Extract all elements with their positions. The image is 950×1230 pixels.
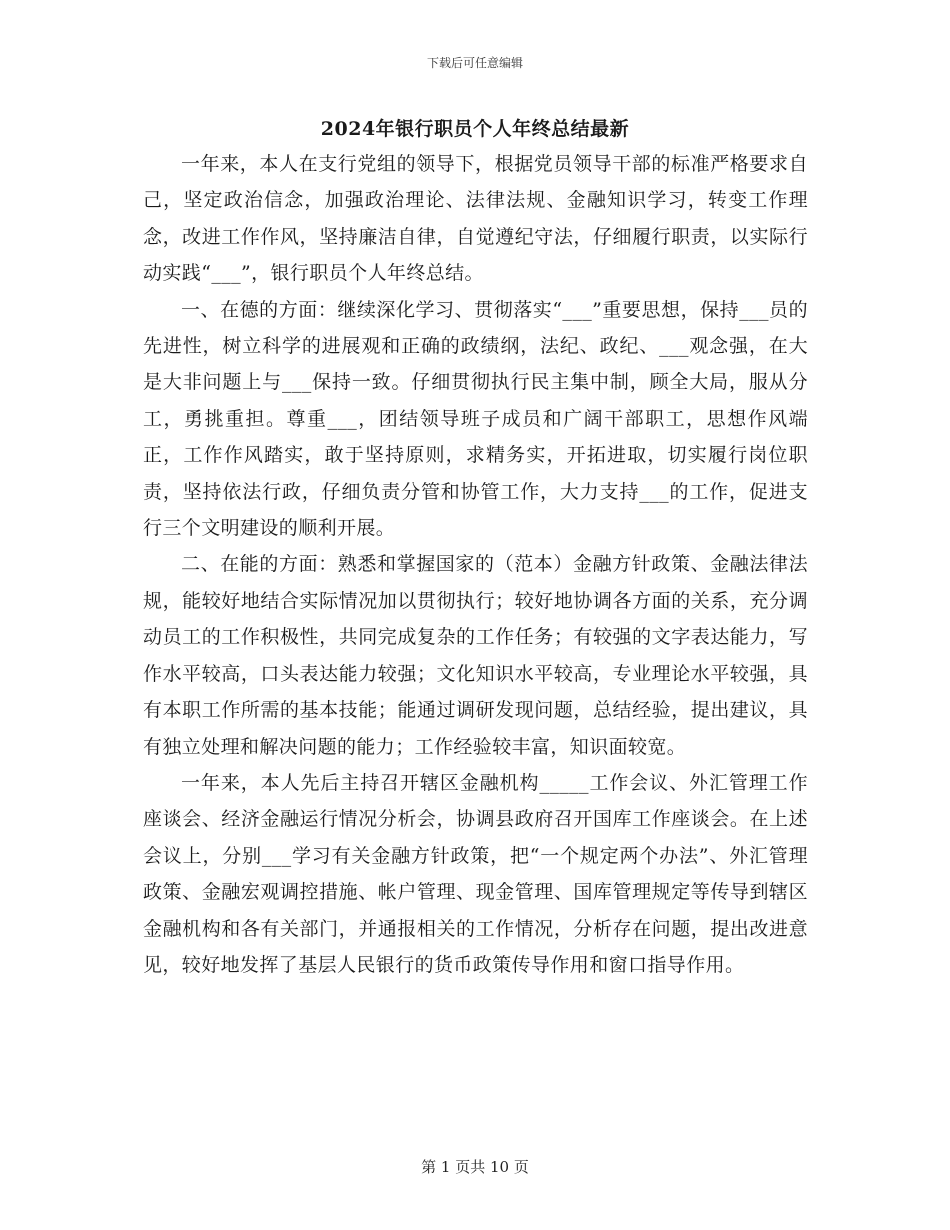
paragraph-morality: 一、在德的方面：继续深化学习、贯彻落实“___”重要思想，保持___员的先进性，树立科学的进展观和正确的政绩纲，法纪、政纪、___观念强，在大是大非问题上与___保持一致。仔细贯彻执行民主集中制，顾全大局，服从分工，勇挑重担。尊重___，团结领导班子成员和广阔干部职工，思想作风端正，工作作风踏实，敢于坚持原则，求精务实，开拓进取，切实履行岗位职责，坚持依法行政，仔细负责分管和协管工作，大力支持___的工作，促进支行三个文明建设的顺利开展。 [143, 298, 808, 540]
paragraph-ability: 二、在能的方面：熟悉和掌握国家的（范本）金融方针政策、金融法律法规，能较好地结合实际情况加以贯彻执行；较好地协调各方面的关系，充分调动员工的工作积极性，共同完成复杂的工作任务；有较强的文字表达能力，写作水平较高，口头表达能力较强；文化知识水平较高，专业理论水平较强，具有本职工作所需的基本技能；能通过调研发现问题，总结经验，提出建议，具有独立处理和解决问题的能力；工作经验较丰富，知识面较宽。 [143, 553, 808, 758]
page-header-note: 下载后可任意编辑 [426, 56, 523, 70]
page-footer-number: 第 1 页共 10 页 [421, 1158, 529, 1176]
document-title: 2024年银行职员个人年终总结最新 [320, 118, 630, 140]
paragraph-meetings: 一年来，本人先后主持召开辖区金融机构_____工作会议、外汇管理工作座谈会、经济金融运行情况分析会，协调县政府召开国库工作座谈会。在上述会议上，分别___学习有关金融方针政策，把“一个规定两个办法”、外汇管理政策、金融宏观调控措施、帐户管理、现金管理、国库管理规定等传导到辖区金融机构和各有关部门，并通报相关的工作情况，分析存在问题，提出改进意见，较好地发挥了基层人民银行的货币政策传导作用和窗口指导作用。 [143, 771, 808, 976]
document-body [143, 146, 808, 983]
paragraph-intro: 一年来，本人在支行党组的领导下，根据党员领导干部的标准严格要求自己，坚定政治信念，加强政治理论、法律法规、金融知识学习，转变工作理念，改进工作作风，坚持廉洁自律，自觉遵纪守法，仔细履行职责，以实际行动实践“___”，银行职员个人年终总结。 [143, 153, 808, 285]
